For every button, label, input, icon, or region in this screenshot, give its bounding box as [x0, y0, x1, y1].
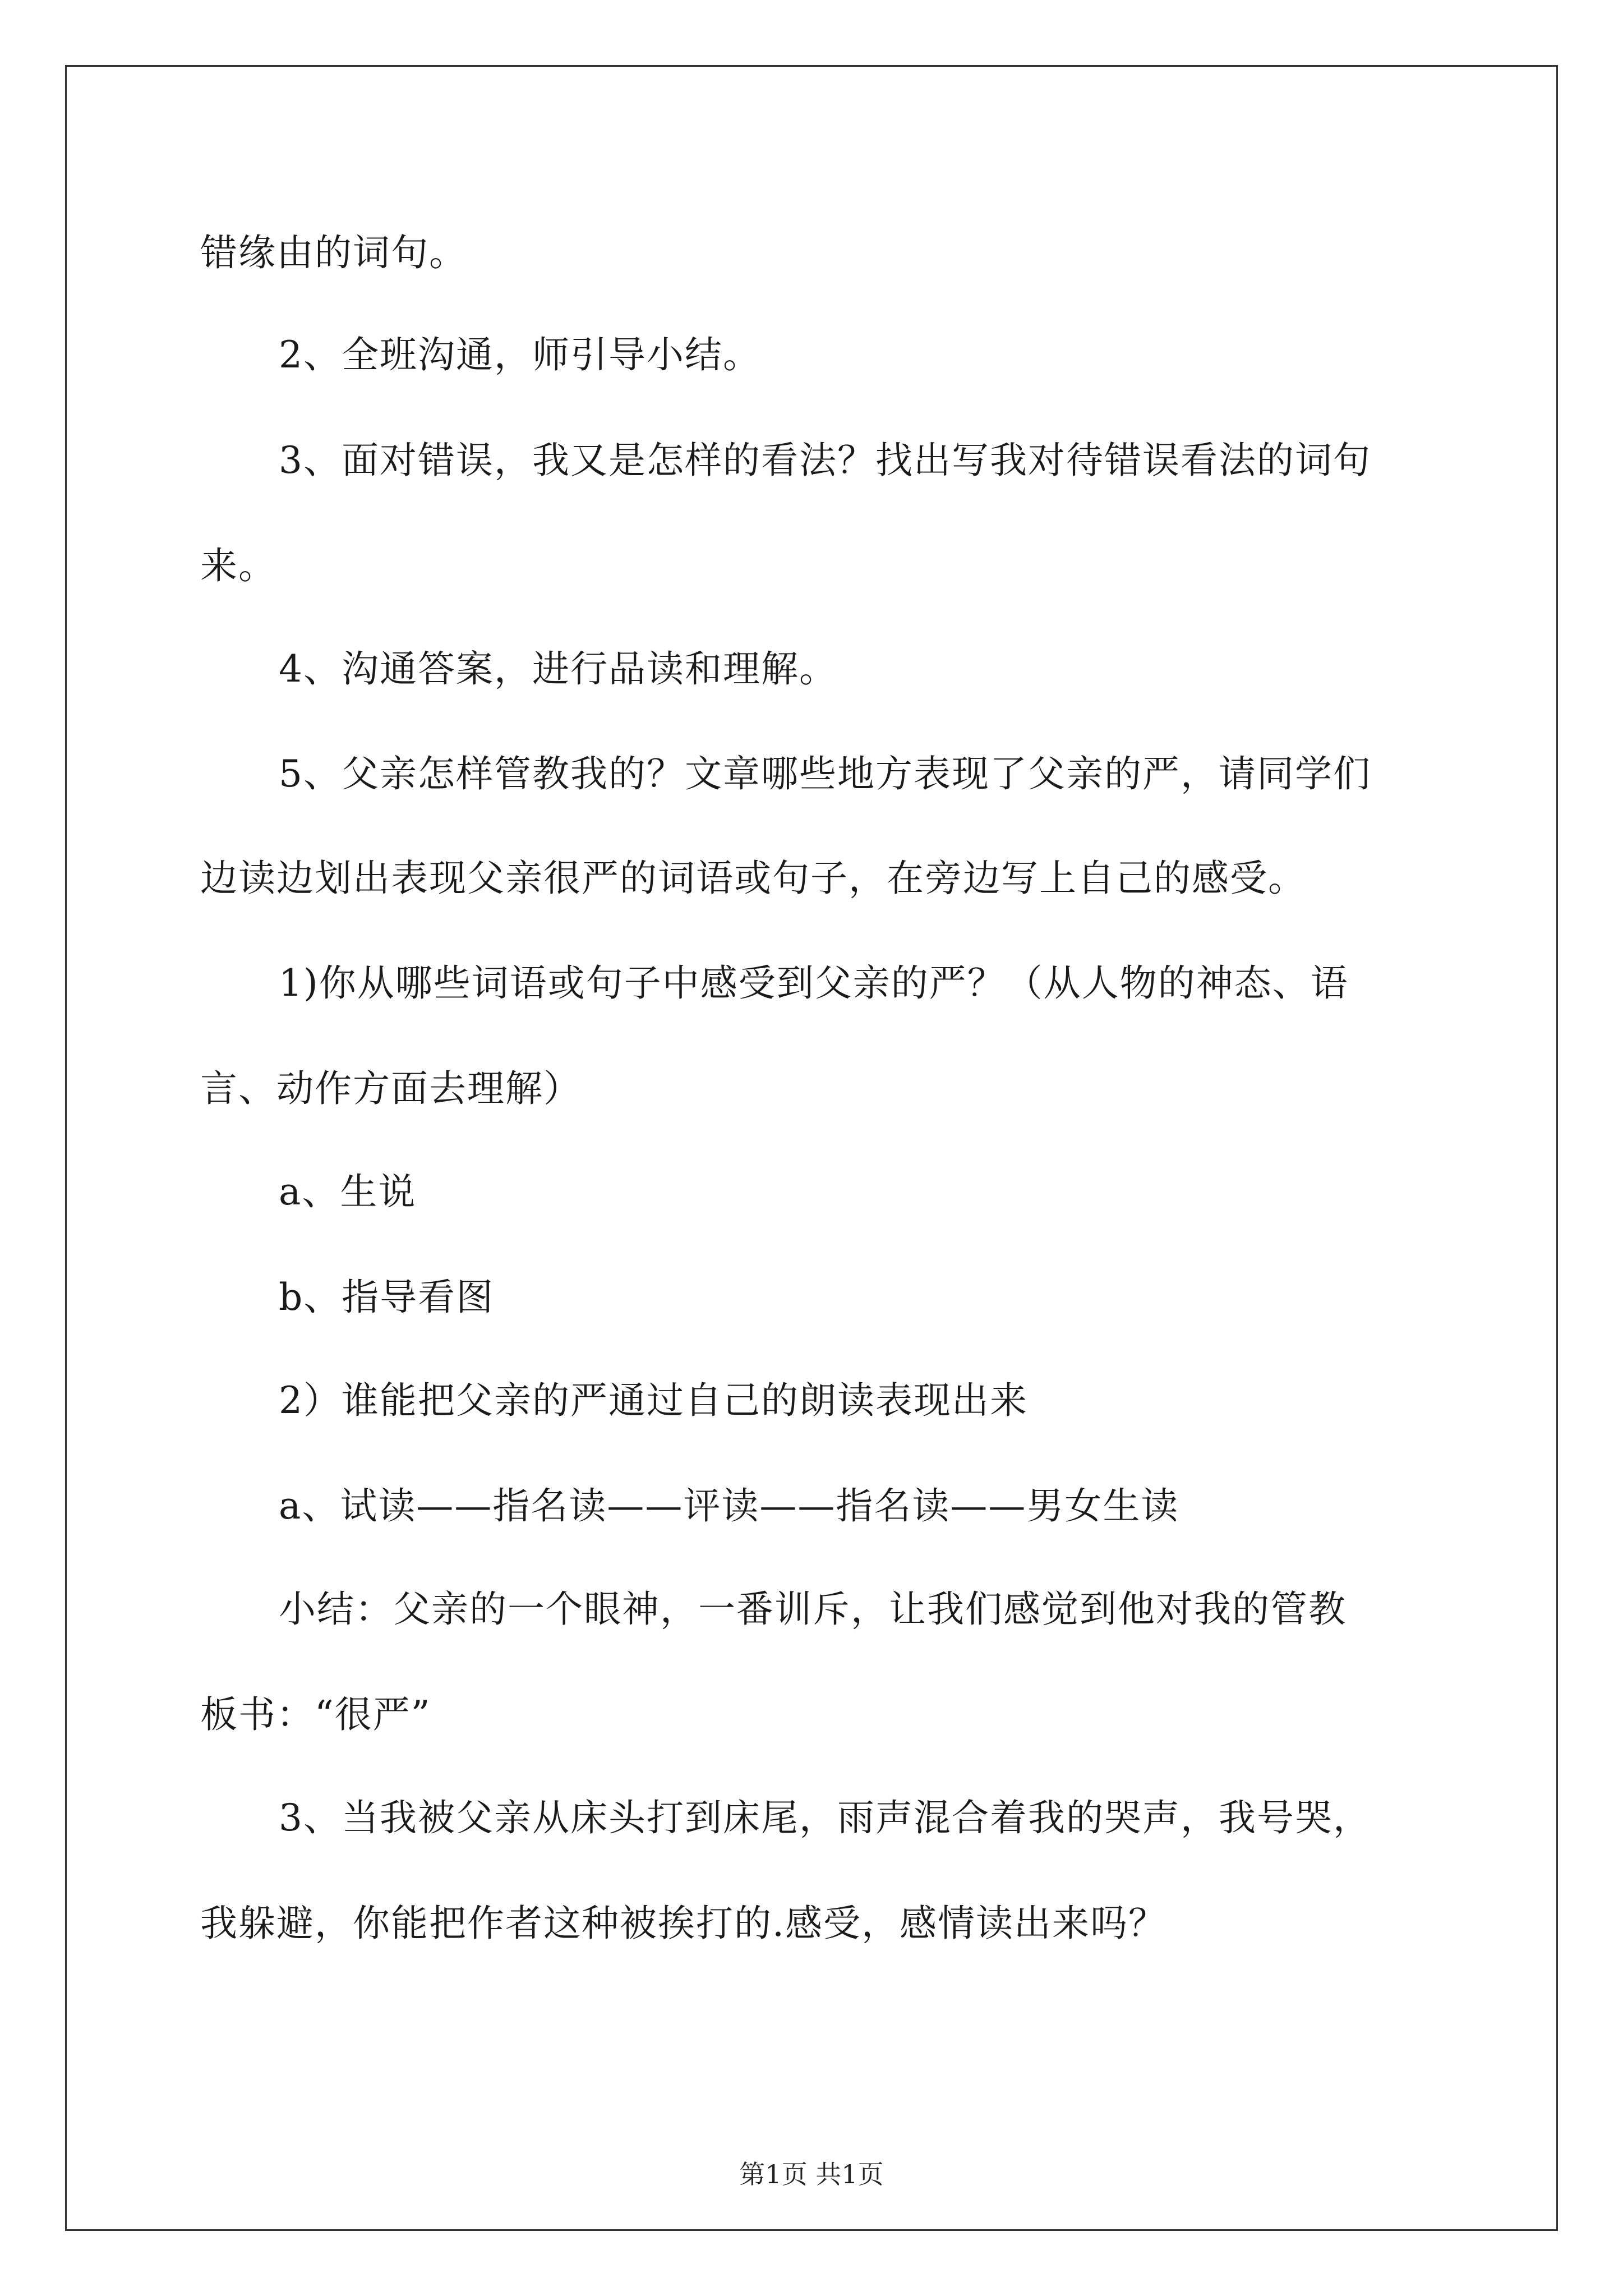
text-line: 板书：“很严” — [200, 1693, 431, 1736]
text-line: 3、当我被父亲从床头打到床尾，雨声混合着我的哭声，我号哭， — [279, 1796, 1371, 1839]
text-line: 1)你从哪些词语或句子中感受到父亲的严？（从人物的神态、语 — [279, 961, 1349, 1005]
text-line: 小结：父亲的一个眼神，一番训斥，让我们感觉到他对我的管教 — [279, 1588, 1347, 1631]
text-line: 2）谁能把父亲的严通过自己的朗读表现出来 — [279, 1379, 1028, 1422]
text-line: 2、全班沟通，师引导小结。 — [279, 333, 761, 376]
text-line: b、指导看图 — [279, 1276, 495, 1319]
text-line: a、生说 — [279, 1170, 417, 1213]
text-line: a、试读——指名读——评读——指名读——男女生读 — [279, 1484, 1179, 1527]
text-line: 言、动作方面去理解） — [200, 1067, 582, 1110]
text-line: 我躲避，你能把作者这种被挨打的.感受，感情读出来吗？ — [200, 1902, 1166, 1945]
text-line: 来。 — [200, 544, 276, 587]
text-line: 边读边划出表现父亲很严的词语或句子，在旁边写上自己的感受。 — [200, 857, 1306, 900]
text-line: 4、沟通答案，进行品读和理解。 — [279, 647, 837, 691]
text-line: 5、父亲怎样管教我的？文章哪些地方表现了父亲的严，请同学们 — [279, 752, 1371, 795]
text-line: 3、面对错误，我又是怎样的看法？找出写我对待错误看法的词句 — [279, 439, 1371, 482]
text-line: 错缘由的词句。 — [200, 231, 467, 274]
page-footer: 第1页 共1页 — [739, 2159, 884, 2189]
